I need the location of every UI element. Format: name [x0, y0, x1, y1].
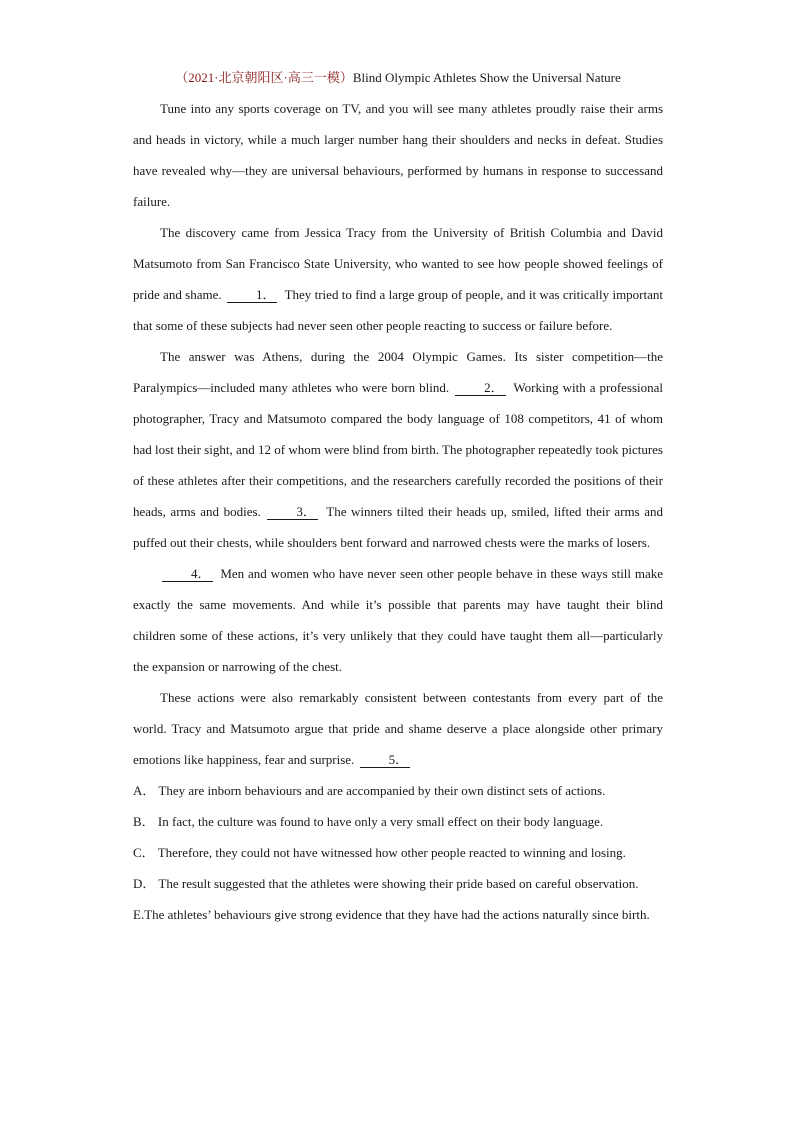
option-text: In fact, the culture was found to have only a very small effect on their body language. [157, 814, 604, 829]
answer-blank-2[interactable]: 2． [455, 380, 506, 396]
paragraph-1 [133, 93, 663, 217]
paragraph-text: Tune into any sports coverage on TV, and you will see many athletes proudly raise their arms and heads in victory, while a much larger number hang their shoulders and necks in defeat. Studies have revealed why—they are universal behaviours, performed by humans in response to successand failure. [133, 101, 663, 209]
paragraph-text: Men and women who have never seen other people behave in these ways still make exactly the same movements. And while it’s possible that parents may have taught their blind children some of these actions, it’s very unlikely that they could have taught them all—particularly the expansion or narrowing of the chest. [133, 566, 664, 674]
option-d [133, 868, 663, 899]
paragraph-4 [133, 558, 663, 682]
paragraph-text: The winners tilted their heads up, smiled, lifted their arms and puffed out their chests, while shoulders bent forward and narrowed chests were the marks of losers. [133, 504, 663, 550]
options-list [133, 775, 663, 930]
option-b [133, 806, 663, 837]
option-e [133, 899, 663, 930]
paragraph-2 [133, 217, 663, 341]
paragraph-text: The answer was Athens, during the 2004 Olympic Games. Its sister competition—the Paralympics—included many athletes who were born blind. [133, 349, 663, 395]
exam-source-link[interactable]: （2021·北京朝阳区·高三一模） [175, 70, 353, 85]
option-letter: A． [133, 783, 156, 798]
option-a [133, 775, 663, 806]
document-page [133, 62, 663, 930]
option-letter: D． [133, 876, 156, 891]
paragraph-text: Working with a professional photographer, Tracy and Matsumoto compared the body language of 108 competitors, 41 of whom had lost their sight, and 12 of whom were blind from birth. The photographer repeatedly took pictures of these athletes after their competitions, and the researchers carefully recorded the positions of their heads, arms and bodies. [133, 380, 664, 519]
option-letter: E. [133, 907, 145, 922]
option-text: The result suggested that the athletes were showing their pride based on careful observation. [158, 876, 639, 891]
paragraph-3 [133, 341, 663, 558]
option-letter: B． [133, 814, 155, 829]
passage-title: Blind Olympic Athletes Show the Universal Nature [352, 70, 621, 85]
option-letter: C． [133, 845, 155, 860]
paragraph-text: These actions were also remarkably consistent between contestants from every part of the world. Tracy and Matsumoto argue that pride and shame deserve a place alongside other primary emotions like happiness, fear and surprise. [133, 690, 663, 767]
paragraph-text: The discovery came from Jessica Tracy from the University of British Columbia and David Matsumoto from San Francisco State University, who wanted to see how people showed feelings of pride and shame. [133, 225, 663, 302]
option-text: Therefore, they could not have witnessed how other people reacted to winning and losing. [157, 845, 626, 860]
paragraph-text: They tried to find a large group of people, and it was critically important that some of these subjects had never seen other people reacting to success or failure before. [133, 287, 664, 333]
answer-blank-1[interactable]: 1． [227, 287, 278, 303]
answer-blank-5[interactable]: 5． [360, 752, 411, 768]
option-text: The athletes’ behaviours give strong evidence that they have had the actions naturally since birth. [144, 907, 650, 922]
answer-blank-3[interactable]: 3． [267, 504, 318, 520]
title-line [133, 62, 663, 93]
option-text: They are inborn behaviours and are accompanied by their own distinct sets of actions. [158, 783, 606, 798]
option-c [133, 837, 663, 868]
paragraph-5 [133, 682, 663, 775]
answer-blank-4[interactable]: 4． [162, 566, 213, 582]
